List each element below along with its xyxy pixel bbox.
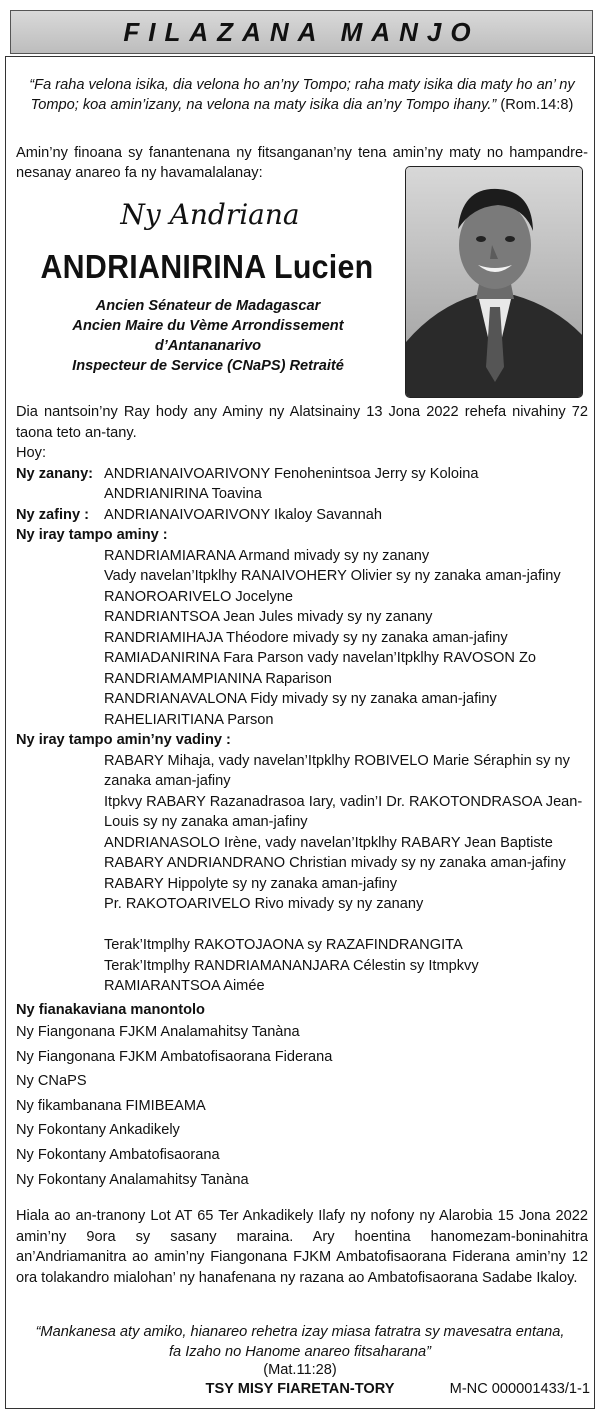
grandchildren-row (16, 505, 588, 526)
siblings-label: Ny iray tampo aminy : (16, 527, 168, 543)
relatives-list (16, 1020, 588, 1192)
list-item: RAHELIARITIANA Parson (104, 711, 274, 728)
list-item: RANOROARIVELO Jocelyne (104, 588, 293, 605)
opening-verse-ref: (Rom.14:8) (500, 97, 574, 113)
closing-verse (20, 1322, 580, 1362)
honorific-script: Ny Andriana (120, 198, 300, 231)
list-item: Ny fikambanana FIMIBEAMA (16, 1097, 206, 1114)
spacer (104, 915, 588, 936)
children-label: Ny zanany: (16, 465, 94, 482)
funeral-details: Hiala ao an-tranony Lot AT 65 Ter Ankadikely Ilafy ny nofony ny Alarobia 15 Jona 2022 amin’ny 9ora sy sasany maraina. Ary hoentina hanomezam-boninahitra an’Andriamanitra ao amin’ny Fiangonana FJKM Ambatofisaorana Fiderana amin’ny 12 ora tolakandro mialohan’ ny hanafenana ny razana ao Ambatofisaorana Sadabe Ikaloy. (16, 1208, 588, 1286)
title-line: Ancien Maire du Vème Arrondissement (72, 318, 344, 334)
portrait-photo (405, 166, 583, 398)
opening-verse (18, 75, 586, 115)
list-item: Itpkvy RABARY Razanadrasoa Iary, vadin’I Dr. RAKOTONDRASOA Jean-Louis sy ny zanaka aman-jafiny (104, 793, 583, 830)
signature-line: TSY MISY FIARETAN-TORY (205, 1381, 395, 1397)
hoy-label: Hoy: (16, 445, 47, 461)
closing-verse-ref: (Mat.11:28) (263, 1362, 337, 1378)
list-item: Pr. RAKOTOARIVELO Rivo mivady sy ny zanany (104, 896, 424, 912)
list-item: ANDRIANAIVOARIVONY Ikaloy Savannah (104, 506, 382, 523)
header-banner (10, 10, 593, 54)
notice-title: FILAZANA MANJO (123, 16, 480, 47)
list-item: RANDRIAMIHAJA Théodore mivady sy ny zanaka aman-jafiny (104, 629, 508, 646)
list-item: Ny Fokontany Ankadikely (16, 1122, 180, 1139)
list-item: RANDRIANAVALONA Fidy mivady sy ny zanaka aman-jafiny (104, 691, 497, 707)
siblings-list (16, 546, 588, 731)
list-item: RANDRIAMAMPIANINA Raparison (104, 670, 332, 687)
closing-verse-line: fa Izaho no Hanome anareo fitsaharana” (168, 1344, 432, 1360)
title-line: Inspecteur de Service (CNaPS) Retraité (72, 358, 344, 374)
list-item: Vady navelan’Itpklhy RANAIVOHERY Olivier sy ny zanaka aman-jafiny (104, 568, 561, 584)
notice-body (16, 402, 588, 1288)
deceased-titles (30, 296, 386, 376)
list-item: ANDRIANAIVOARIVONY Fenohenintsoa Jerry sy Koloina (104, 465, 479, 482)
portrait-photo-icon (406, 167, 583, 398)
grandchildren-label: Ny zafiny : (16, 506, 89, 523)
list-item: RANDRIANTSOA Jean Jules mivady sy ny zanany (104, 609, 433, 625)
list-item: RABARY Hippolyte sy ny zanaka aman-jafiny (104, 875, 398, 892)
list-item: Ny CNaPS (16, 1073, 87, 1090)
closing-verse-line: “Mankanesa aty amiko, hianareo rehetra izay miasa fatratra sy mavesatra entana, (35, 1324, 565, 1340)
list-item: RABARY ANDRIANDRANO Christian mivady sy ny zanaka aman-jafiny (104, 855, 566, 871)
death-notice: Dia nantsoin’ny Ray hody any Aminy ny Alatsinainy 13 Jona 2022 rehefa nivahiny 72 taona teto an-tany. (16, 404, 588, 441)
reference-code: M-NC 000001433/1-1 (449, 1381, 590, 1397)
children-row (16, 464, 588, 505)
list-item: ANDRIANIRINA Toavina (104, 486, 262, 502)
list-item: Ny Fiangonana FJKM Ambatofisaorana Fiderana (16, 1048, 333, 1065)
intro-text: Amin’ny finoana sy fanantenana ny fitsanganan’ny tena amin’ny maty no hampandre-nesanay anareo fa ny havamalalanay: (16, 145, 588, 181)
list-item: Ny Fiangonana FJKM Analamahitsy Tanàna (16, 1024, 300, 1040)
relatives-label: Ny fianakaviana manontolo (16, 1001, 205, 1018)
siblings-in-law-label: Ny iray tampo amin’ny vadiny : (16, 732, 231, 748)
opening-verse-text: “Fa raha velona isika, dia velona ho an’ny Tompo; raha maty isika dia maty ho an’ ny Tompo; koa amin’izany, na velona na maty isika dia an’ny Tompo ihany.” (29, 77, 575, 113)
list-item: RANDRIAMIARANA Armand mivady sy ny zanany (104, 547, 430, 564)
deceased-name: ANDRIANIRINA Lucien (40, 248, 374, 285)
siblings-in-law-list (16, 751, 588, 997)
title-line: Ancien Sénateur de Madagascar (95, 298, 321, 314)
list-item: Terak’Itmplhy RAKOTOJAONA sy RAZAFINDRANGITA (104, 937, 463, 953)
list-item: RABARY Mihaja, vady navelan’Itpklhy ROBIVELO Marie Séraphin sy ny zanaka aman-jafiny (104, 752, 570, 789)
title-line: d’Antananarivo (154, 338, 262, 354)
list-item: Terak’Itmplhy RANDRIAMANANJARA Célestin sy Itmpkvy RAMIARANTSOA Aimée (104, 957, 479, 994)
list-item: ANDRIANASOLO Irène, vady navelan’Itpklhy RABARY Jean Baptiste (104, 834, 553, 851)
list-item: Ny Fokontany Ambatofisaorana (16, 1146, 220, 1163)
list-item: Ny Fokontany Analamahitsy Tanàna (16, 1171, 249, 1188)
list-item: RAMIADANIRINA Fara Parson vady navelan’Itpklhy RAVOSON Zo (104, 650, 537, 666)
children-list (104, 464, 478, 505)
